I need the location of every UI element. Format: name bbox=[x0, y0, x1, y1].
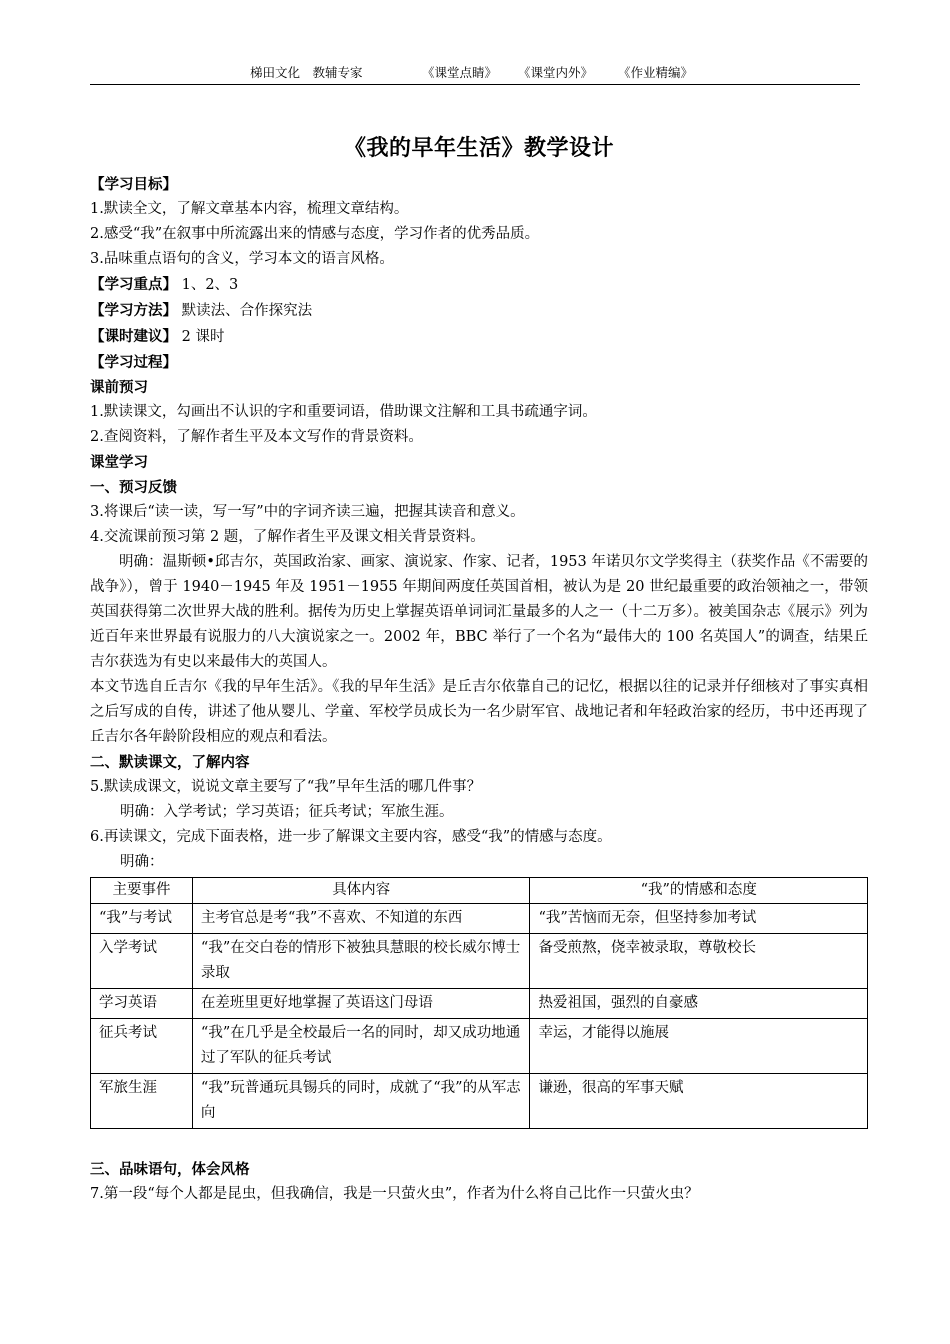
document-body bbox=[90, 130, 868, 1207]
method-value: 默读法、合作探究法 bbox=[181, 303, 313, 319]
table-header-cell: “我”的情感和态度 bbox=[530, 878, 868, 904]
table-cell: “我”在几乎是全校最后一名的同时，却又成功地通过了军队的征兵考试 bbox=[192, 1019, 530, 1074]
focus-label: 【学习重点】 bbox=[90, 276, 177, 293]
table-cell: “我”玩普通玩具锡兵的同时，成就了“我”的从军志向 bbox=[192, 1074, 530, 1129]
answer-6: 明确： bbox=[120, 854, 164, 870]
table-cell: “我”苦恼而无奈，但坚持参加考试 bbox=[530, 904, 868, 934]
preview-heading: 课前预习 bbox=[90, 379, 148, 396]
table-row bbox=[91, 904, 868, 934]
answer-5: 明确：入学考试；学习英语；征兵考试；军旅生涯。 bbox=[120, 804, 454, 820]
table-cell: 备受煎熬，侥幸被录取，尊敬校长 bbox=[530, 934, 868, 989]
question-7: 7.第一段“每个人都是昆虫，但我确信，我是一只萤火虫”，作者为什么将自己比作一只萤火虫？ bbox=[90, 1186, 699, 1202]
method-label: 【学习方法】 bbox=[90, 302, 177, 319]
page-header bbox=[90, 62, 860, 85]
table-cell: 谦逊，很高的军事天赋 bbox=[530, 1074, 868, 1129]
header-book-3: 《作业精编》 bbox=[618, 65, 694, 80]
document-title: 《我的早年生活》教学设计 bbox=[343, 135, 614, 161]
table-cell: 军旅生涯 bbox=[91, 1074, 193, 1129]
question-4: 4.交流课前预习第 2 题，了解作者生平及课文相关背景资料。 bbox=[90, 529, 485, 545]
table-row bbox=[91, 1074, 868, 1129]
table-header-cell: 具体内容 bbox=[192, 878, 530, 904]
section1-heading: 一、预习反馈 bbox=[90, 479, 177, 496]
focus-row bbox=[90, 272, 868, 298]
table-cell: “我”在交白卷的情形下被独具慧眼的校长威尔博士录取 bbox=[192, 934, 530, 989]
table-row bbox=[91, 1019, 868, 1074]
section3-heading: 三、品味语句，体会风格 bbox=[90, 1161, 250, 1178]
objective-item: 3.品味重点语句的含义，学习本文的语言风格。 bbox=[90, 251, 394, 267]
table-cell: 幸运，才能得以施展 bbox=[530, 1019, 868, 1074]
question-3: 3.将课后“读一读，写一写”中的字词齐读三遍，把握其读音和意义。 bbox=[90, 504, 525, 520]
objective-item: 2.感受“我”在叙事中所流露出来的情感与态度，学习作者的优秀品质。 bbox=[90, 226, 540, 242]
table-row bbox=[91, 934, 868, 989]
objective-item: 1.默读全文，了解文章基本内容，梳理文章结构。 bbox=[90, 201, 409, 217]
spacer bbox=[90, 1129, 868, 1157]
answer-4-background: 本文节选自丘吉尔《我的早年生活》。《我的早年生活》是丘吉尔依靠自己的记忆，根据以往的记录并仔细核对了事实真相之后写成的自传，讲述了他从婴儿、学童、军校学员成长为一名少尉军官、战地记者和年轻政治家的经历，书中还再现了丘吉尔各年龄阶段相应的观点和看法。 bbox=[90, 679, 868, 745]
table-cell: 在差班里更好地掌握了英语这门母语 bbox=[192, 989, 530, 1019]
hours-value: 2 课时 bbox=[181, 329, 225, 345]
table-cell: “我”与考试 bbox=[91, 904, 193, 934]
method-row bbox=[90, 298, 868, 324]
process-heading: 【学习过程】 bbox=[90, 354, 177, 371]
table-cell: 热爱祖国，强烈的自豪感 bbox=[530, 989, 868, 1019]
header-brand: 梯田文化 教辅专家 bbox=[250, 65, 363, 80]
focus-value: 1、2、3 bbox=[181, 277, 239, 293]
objectives-heading: 【学习目标】 bbox=[90, 176, 177, 193]
table-cell: 主考官总是考“我”不喜欢、不知道的东西 bbox=[192, 904, 530, 934]
table-cell: 学习英语 bbox=[91, 989, 193, 1019]
class-heading: 课堂学习 bbox=[90, 454, 148, 471]
hours-label: 【课时建议】 bbox=[90, 328, 177, 345]
header-book-2: 《课堂内外》 bbox=[518, 65, 594, 80]
header-book-1: 《课堂点睛》 bbox=[422, 65, 498, 80]
question-5: 5.默读成课文，说说文章主要写了“我”早年生活的哪几件事？ bbox=[90, 779, 482, 795]
table-header-cell: 主要事件 bbox=[91, 878, 193, 904]
section2-heading: 二、默读课文，了解内容 bbox=[90, 754, 250, 771]
table-cell: 入学考试 bbox=[91, 934, 193, 989]
preview-item: 1.默读课文，勾画出不认识的字和重要词语，借助课文注解和工具书疏通字词。 bbox=[90, 404, 597, 420]
question-6: 6.再读课文，完成下面表格，进一步了解课文主要内容，感受“我”的情感与态度。 bbox=[90, 829, 612, 845]
answer-4-bio: 明确：温斯顿•邱吉尔，英国政治家、画家、演说家、作家、记者，1953 年诺贝尔文学奖得主（获奖作品《不需要的战争》），曾于 1940－1945 年及 1951－1955 年期间两度任英国首相，被认为是 20 世纪最重要的政治领袖之一，带领英国获得第二次世界大战的胜利。据传为历史上掌握英语单词词汇量最多的人之一（十二万多）。被美国杂志《展示》列为近百年来世界最有说服力的八大演说家之一。2002 年，BBC 举行了一个名为“最伟大的 100 名英国人”的调查，结果丘吉尔获选为有史以来最伟大的英国人。 bbox=[90, 554, 868, 670]
table-cell: 征兵考试 bbox=[91, 1019, 193, 1074]
table-row bbox=[91, 989, 868, 1019]
hours-row bbox=[90, 324, 868, 350]
events-table bbox=[90, 877, 868, 1129]
preview-item: 2.查阅资料，了解作者生平及本文写作的背景资料。 bbox=[90, 429, 423, 445]
table-header-row bbox=[91, 878, 868, 904]
